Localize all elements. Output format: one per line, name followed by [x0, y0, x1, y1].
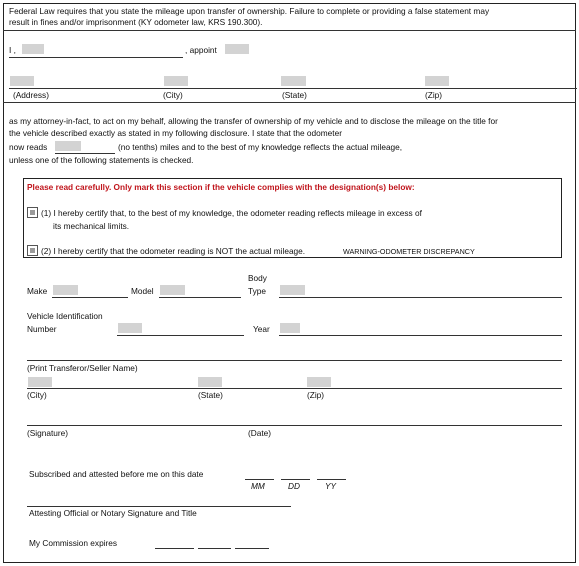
body-type-line: [279, 297, 562, 298]
i-label: I ,: [9, 45, 16, 55]
commission-label: My Commission expires: [29, 538, 118, 548]
seller-state-field[interactable]: [198, 377, 222, 387]
dd-line: [281, 479, 310, 480]
state-label: (State): [282, 90, 307, 100]
address-field[interactable]: [10, 76, 34, 86]
intro-line-2: result in fines and/or imprisonment (KY odometer law, KRS 190.300).: [9, 17, 263, 27]
yy-line: [317, 479, 346, 480]
vin-label-1: Vehicle Identification: [27, 311, 103, 321]
city-label: (City): [163, 90, 183, 100]
address-line: [9, 88, 577, 89]
option1-line-1: (1) I hereby certify that, to the best of my knowledge, the odometer reading reflects mileage in excess of: [41, 208, 422, 218]
odometer-reading-line: [55, 153, 115, 154]
option1-checkbox[interactable]: [27, 207, 38, 218]
mm-line: [245, 479, 274, 480]
body-type-label-1: Body: [248, 273, 267, 283]
body-type-label-2: Type: [248, 286, 266, 296]
seller-name-label: (Print Transferor/Seller Name): [27, 363, 138, 373]
principal-name-line: [9, 57, 183, 58]
make-line: [52, 297, 128, 298]
seller-name-line: [27, 360, 562, 361]
attorney-line-4: unless one of the following statements is checked.: [9, 155, 194, 165]
warning-header: Please read carefully. Only mark this section if the vehicle complies with the designation(s) below:: [27, 182, 415, 192]
appoint-label: , appoint: [185, 45, 217, 55]
model-field[interactable]: [160, 285, 185, 295]
year-field[interactable]: [280, 323, 300, 333]
date-label: (Date): [248, 428, 272, 438]
vin-line: [117, 335, 244, 336]
intro-line-1: Federal Law requires that you state the mileage upon transfer of ownership. Failure to complete or providing a false statement may: [9, 6, 490, 16]
dd-label: DD: [288, 481, 300, 491]
make-field[interactable]: [53, 285, 78, 295]
attorney-line-1: as my attorney-in-fact, to act on my behalf, allowing the transfer of ownership of my vehicle and to disclose the mileage on the title for: [9, 116, 498, 126]
seller-address-line: [27, 388, 562, 389]
address-divider: [3, 102, 576, 103]
signature-label: (Signature): [27, 428, 69, 438]
signature-line: [27, 425, 562, 426]
vin-label-2: Number: [27, 324, 57, 334]
vin-field[interactable]: [118, 323, 142, 333]
model-line: [159, 297, 241, 298]
state-field[interactable]: [281, 76, 306, 86]
attorney-line-3b: (no tenths) miles and to the best of my knowledge reflects the actual mileage,: [118, 142, 403, 152]
principal-name-field[interactable]: [22, 44, 44, 54]
make-label: Make: [27, 286, 48, 296]
attesting-label: Attesting Official or Notary Signature and Title: [29, 508, 197, 518]
attorney-name-field[interactable]: [225, 44, 249, 54]
option2-checkbox[interactable]: [27, 245, 38, 256]
year-line: [279, 335, 562, 336]
city-field[interactable]: [164, 76, 188, 86]
model-label: Model: [131, 286, 154, 296]
subscribed-label: Subscribed and attested before me on this date: [29, 469, 204, 479]
yy-label: YY: [325, 481, 337, 491]
zip-label: (Zip): [425, 90, 443, 100]
commission-dd-line: [198, 548, 231, 549]
attorney-line-3a: now reads: [9, 142, 48, 152]
seller-zip-label: (Zip): [307, 390, 325, 400]
seller-city-label: (City): [27, 390, 47, 400]
body-type-field[interactable]: [280, 285, 305, 295]
option2-text: (2) I hereby certify that the odometer reading is NOT the actual mileage.: [41, 246, 306, 256]
zip-field[interactable]: [425, 76, 449, 86]
address-label: (Address): [13, 90, 49, 100]
seller-state-label: (State): [198, 390, 223, 400]
mm-label: MM: [251, 481, 265, 491]
odometer-reading-field[interactable]: [55, 141, 81, 151]
attesting-line: [27, 506, 291, 507]
commission-yy-line: [235, 548, 269, 549]
seller-zip-field[interactable]: [307, 377, 331, 387]
intro-divider: [3, 30, 576, 31]
seller-city-field[interactable]: [28, 377, 52, 387]
commission-mm-line: [155, 548, 194, 549]
year-label: Year: [253, 324, 270, 334]
option1-line-2: its mechanical limits.: [53, 221, 130, 231]
attorney-line-2: the vehicle described exactly as stated in my following disclosure. I state that the odometer: [9, 128, 342, 138]
option2-tag: WARNING-ODOMETER DISCREPANCY: [343, 247, 475, 256]
